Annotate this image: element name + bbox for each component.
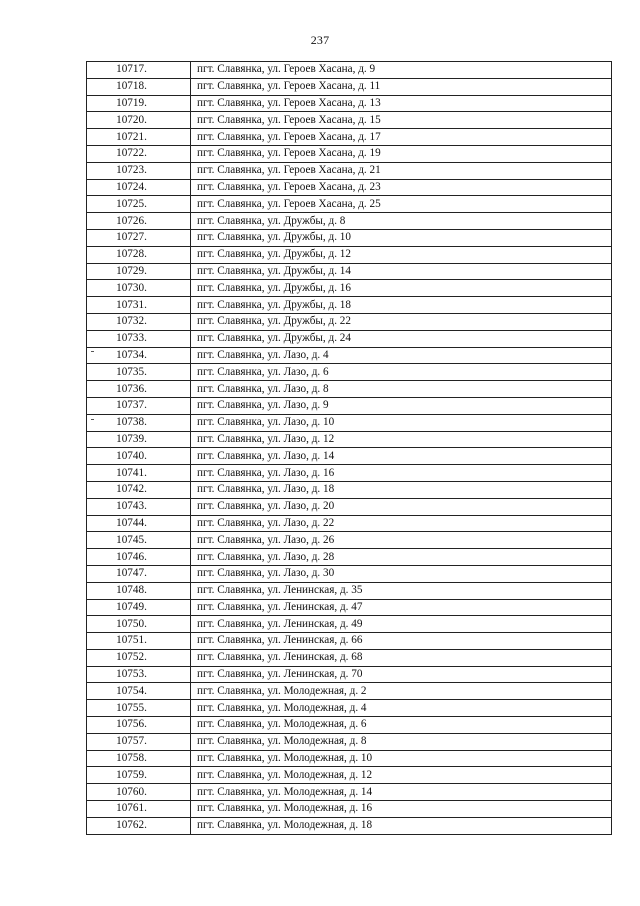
row-address: пгт. Славянка, ул. Лазо, д. 14 — [191, 448, 612, 465]
row-address: пгт. Славянка, ул. Молодежная, д. 8 — [191, 733, 612, 750]
table-row — [87, 397, 612, 414]
row-number: 10727. — [87, 229, 191, 246]
table-row — [87, 297, 612, 314]
row-address: пгт. Славянка, ул. Лазо, д. 18 — [191, 481, 612, 498]
table-row — [87, 196, 612, 213]
row-number: 10750. — [87, 616, 191, 633]
row-address: пгт. Славянка, ул. Ленинская, д. 35 — [191, 582, 612, 599]
table-row — [87, 330, 612, 347]
row-number: 10740. — [87, 448, 191, 465]
row-number: 10725. — [87, 196, 191, 213]
row-address: пгт. Славянка, ул. Лазо, д. 26 — [191, 532, 612, 549]
row-number: 10757. — [87, 733, 191, 750]
table-row — [87, 381, 612, 398]
row-address: пгт. Славянка, ул. Героев Хасана, д. 13 — [191, 95, 612, 112]
row-number: 10749. — [87, 599, 191, 616]
row-address: пгт. Славянка, ул. Ленинская, д. 49 — [191, 616, 612, 633]
row-address: пгт. Славянка, ул. Лазо, д. 6 — [191, 364, 612, 381]
table-row — [87, 62, 612, 79]
table-row — [87, 263, 612, 280]
row-number: 10743. — [87, 498, 191, 515]
row-number: 10741. — [87, 465, 191, 482]
table-row — [87, 162, 612, 179]
row-address: пгт. Славянка, ул. Лазо, д. 12 — [191, 431, 612, 448]
row-number: 10744. — [87, 515, 191, 532]
row-number: 10754. — [87, 683, 191, 700]
row-number: 10762. — [87, 817, 191, 834]
table-row — [87, 145, 612, 162]
row-address: пгт. Славянка, ул. Молодежная, д. 6 — [191, 717, 612, 734]
row-address: пгт. Славянка, ул. Ленинская, д. 68 — [191, 649, 612, 666]
table-row — [87, 515, 612, 532]
table-row — [87, 633, 612, 650]
row-number: 10726. — [87, 213, 191, 230]
row-address: пгт. Славянка, ул. Героев Хасана, д. 11 — [191, 78, 612, 95]
row-number: 10736. — [87, 381, 191, 398]
row-number: 10739. — [87, 431, 191, 448]
table-row — [87, 700, 612, 717]
row-number: 10719. — [87, 95, 191, 112]
table-row — [87, 481, 612, 498]
row-number: 10718. — [87, 78, 191, 95]
table-row — [87, 582, 612, 599]
row-number: 10747. — [87, 565, 191, 582]
row-number: 10761. — [87, 801, 191, 818]
row-number: 10729. — [87, 263, 191, 280]
table-row — [87, 498, 612, 515]
row-address: пгт. Славянка, ул. Героев Хасана, д. 25 — [191, 196, 612, 213]
row-number: 10734. — [87, 347, 191, 364]
address-table — [86, 61, 612, 835]
row-address: пгт. Славянка, ул. Молодежная, д. 4 — [191, 700, 612, 717]
table-row — [87, 213, 612, 230]
row-address: пгт. Славянка, ул. Дружбы, д. 24 — [191, 330, 612, 347]
row-number: 10751. — [87, 633, 191, 650]
table-row — [87, 129, 612, 146]
row-address: пгт. Славянка, ул. Дружбы, д. 10 — [191, 229, 612, 246]
table-row — [87, 465, 612, 482]
table-row — [87, 549, 612, 566]
table-row — [87, 717, 612, 734]
row-address: пгт. Славянка, ул. Ленинская, д. 66 — [191, 633, 612, 650]
table-row — [87, 112, 612, 129]
row-number: 10723. — [87, 162, 191, 179]
table-row — [87, 364, 612, 381]
row-address: пгт. Славянка, ул. Героев Хасана, д. 19 — [191, 145, 612, 162]
row-number: 10745. — [87, 532, 191, 549]
row-address: пгт. Славянка, ул. Лазо, д. 28 — [191, 549, 612, 566]
table-row — [87, 616, 612, 633]
row-address: пгт. Славянка, ул. Лазо, д. 9 — [191, 397, 612, 414]
row-number: 10746. — [87, 549, 191, 566]
row-address: пгт. Славянка, ул. Ленинская, д. 47 — [191, 599, 612, 616]
row-number: 10728. — [87, 246, 191, 263]
table-row — [87, 246, 612, 263]
table-row — [87, 784, 612, 801]
table-row — [87, 313, 612, 330]
page-number: 237 — [310, 33, 330, 47]
row-number: 10732. — [87, 313, 191, 330]
row-address: пгт. Славянка, ул. Молодежная, д. 16 — [191, 801, 612, 818]
table-row — [87, 431, 612, 448]
table-row — [87, 649, 612, 666]
row-number: 10720. — [87, 112, 191, 129]
row-number: 10737. — [87, 397, 191, 414]
row-address: пгт. Славянка, ул. Лазо, д. 16 — [191, 465, 612, 482]
table-row — [87, 347, 612, 364]
row-number: 10756. — [87, 717, 191, 734]
row-number: 10721. — [87, 129, 191, 146]
row-address: пгт. Славянка, ул. Молодежная, д. 10 — [191, 750, 612, 767]
row-address: пгт. Славянка, ул. Героев Хасана, д. 15 — [191, 112, 612, 129]
row-number: 10748. — [87, 582, 191, 599]
row-address: пгт. Славянка, ул. Дружбы, д. 16 — [191, 280, 612, 297]
row-address: пгт. Славянка, ул. Дружбы, д. 22 — [191, 313, 612, 330]
table-row — [87, 448, 612, 465]
table-row — [87, 750, 612, 767]
address-table-body — [87, 62, 612, 835]
row-address: пгт. Славянка, ул. Лазо, д. 8 — [191, 381, 612, 398]
row-number: 10759. — [87, 767, 191, 784]
row-address: пгт. Славянка, ул. Молодежная, д. 12 — [191, 767, 612, 784]
row-address: пгт. Славянка, ул. Лазо, д. 22 — [191, 515, 612, 532]
row-number: 10722. — [87, 145, 191, 162]
row-address: пгт. Славянка, ул. Лазо, д. 10 — [191, 414, 612, 431]
row-number: 10730. — [87, 280, 191, 297]
table-row — [87, 229, 612, 246]
table-row — [87, 280, 612, 297]
row-address: пгт. Славянка, ул. Дружбы, д. 12 — [191, 246, 612, 263]
row-number: 10758. — [87, 750, 191, 767]
row-address: пгт. Славянка, ул. Героев Хасана, д. 9 — [191, 62, 612, 79]
row-number: 10753. — [87, 666, 191, 683]
row-number: 10735. — [87, 364, 191, 381]
row-address: пгт. Славянка, ул. Лазо, д. 20 — [191, 498, 612, 515]
table-row — [87, 565, 612, 582]
row-number: 10755. — [87, 700, 191, 717]
row-address: пгт. Славянка, ул. Молодежная, д. 14 — [191, 784, 612, 801]
row-address: пгт. Славянка, ул. Дружбы, д. 18 — [191, 297, 612, 314]
row-number: 10731. — [87, 297, 191, 314]
row-address: пгт. Славянка, ул. Молодежная, д. 2 — [191, 683, 612, 700]
table-row — [87, 78, 612, 95]
table-row — [87, 767, 612, 784]
row-address: пгт. Славянка, ул. Героев Хасана, д. 17 — [191, 129, 612, 146]
table-row — [87, 532, 612, 549]
row-number: 10717. — [87, 62, 191, 79]
row-number: 10742. — [87, 481, 191, 498]
table-row — [87, 683, 612, 700]
row-address: пгт. Славянка, ул. Героев Хасана, д. 23 — [191, 179, 612, 196]
table-row — [87, 666, 612, 683]
row-number: 10733. — [87, 330, 191, 347]
table-row — [87, 179, 612, 196]
table-row — [87, 801, 612, 818]
row-address: пгт. Славянка, ул. Молодежная, д. 18 — [191, 817, 612, 834]
row-number: 10752. — [87, 649, 191, 666]
row-address: пгт. Славянка, ул. Героев Хасана, д. 21 — [191, 162, 612, 179]
row-address: пгт. Славянка, ул. Лазо, д. 30 — [191, 565, 612, 582]
row-address: пгт. Славянка, ул. Лазо, д. 4 — [191, 347, 612, 364]
row-address: пгт. Славянка, ул. Дружбы, д. 8 — [191, 213, 612, 230]
row-number: 10724. — [87, 179, 191, 196]
row-address: пгт. Славянка, ул. Дружбы, д. 14 — [191, 263, 612, 280]
table-row — [87, 817, 612, 834]
table-row — [87, 599, 612, 616]
table-row — [87, 95, 612, 112]
row-number: 10760. — [87, 784, 191, 801]
table-row — [87, 733, 612, 750]
row-number: 10738. — [87, 414, 191, 431]
table-row — [87, 414, 612, 431]
row-address: пгт. Славянка, ул. Ленинская, д. 70 — [191, 666, 612, 683]
